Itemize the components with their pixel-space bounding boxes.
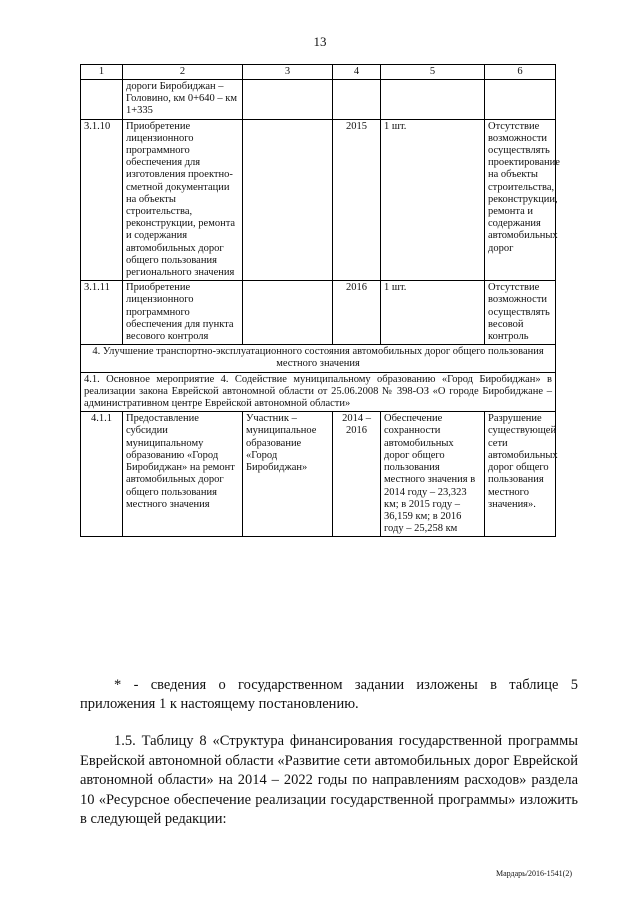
- subsection-heading-row: [81, 372, 556, 412]
- table-cell: Отсутствие возможности осуществлять весовой контроль: [485, 281, 556, 345]
- page-number: 13: [313, 34, 327, 49]
- table-cell: Обеспечение сохранности автомобильных дорог общего пользования местного значения в 2014 году – 23,323 км; в 2015 году – 36,159 км; в 2016 году – 25,258 км: [381, 412, 485, 537]
- header-cell: 5: [381, 65, 485, 80]
- header-cell: 2: [123, 65, 243, 80]
- table-cell: 2014 – 2016: [333, 412, 381, 537]
- table-cell: Приобретение лицензионного программного обеспечения для изготовления проектно-сметной документации на объекты строительства, реконструкции, ремонта и содержания автомобильных дорог общего пользования регионального значения: [123, 119, 243, 281]
- table-cell: 2016: [333, 281, 381, 345]
- table-cell: [381, 80, 485, 120]
- table-cell: Разрушение существующей сети автомобильных дорог общего пользования местного значения».: [485, 412, 556, 537]
- section-heading-row: [81, 345, 556, 372]
- table-cell: 3.1.10: [81, 119, 123, 281]
- table-cell: 4.1.1: [81, 412, 123, 537]
- table-cell: Приобретение лицензионного программного обеспечения для пункта весового контроля: [123, 281, 243, 345]
- table-cell: [243, 281, 333, 345]
- document-code: Мардарь/2016-1541(2): [495, 869, 572, 878]
- table-cell: [243, 80, 333, 120]
- table-row: [81, 119, 556, 281]
- header-cell: 3: [243, 65, 333, 80]
- table-cell: [333, 80, 381, 120]
- table-cell: Участник – муниципальное образование «Город Биробиджан»: [243, 412, 333, 537]
- table-header-row: [81, 65, 556, 80]
- table-row: [81, 281, 556, 345]
- table-row: [81, 412, 556, 537]
- table-cell: 2015: [333, 119, 381, 281]
- table-cell: [485, 80, 556, 120]
- table-cell: [243, 119, 333, 281]
- section-heading: 4. Улучшение транспортно-эксплуатационного состояния автомобильных дорог общего пользования местного значения: [81, 345, 556, 372]
- header-cell: 4: [333, 65, 381, 80]
- header-cell: 1: [81, 65, 123, 80]
- header-cell: 6: [485, 65, 556, 80]
- subsection-heading: 4.1. Основное мероприятие 4. Содействие муниципальному образованию «Город Биробиджан» в реализации закона Еврейской автономной области от 25.06.2008 № 398-ОЗ «О городе Биробиджане – административном центре Еврейской автономной области»: [81, 372, 556, 412]
- footnote: * - сведения о государственном задании изложены в таблице 5 приложения 1 к настоящему постановлению.: [80, 677, 578, 712]
- table-cell: [81, 80, 123, 120]
- body-paragraph: 1.5. Таблицу 8 «Структура финансирования государственной программы Еврейской автономной области «Развитие сети автомобильных дорог Еврейской автономной области» на 2014 – 2022 годы по направлениям расходов» раздела 10 «Ресурсное обеспечение реализации государственной программы» изложить в следующей редакции:: [80, 733, 578, 827]
- table-cell: 1 шт.: [381, 281, 485, 345]
- table-cell: 3.1.11: [81, 281, 123, 345]
- table-cell: Отсутствие возможности осуществлять проектирование на объекты строительства, реконструкции, ремонта и содержания автомобильных дорог: [485, 119, 556, 281]
- table-cell: 1 шт.: [381, 119, 485, 281]
- table-row: [81, 80, 556, 120]
- table-cell: Предоставление субсидии муниципальному образованию «Город Биробиджан» на ремонт автомобильных дорог общего пользования местного значения: [123, 412, 243, 537]
- measures-table: [80, 64, 560, 537]
- table-cell: дороги Биробиджан – Головино, км 0+640 – км 1+335: [123, 80, 243, 120]
